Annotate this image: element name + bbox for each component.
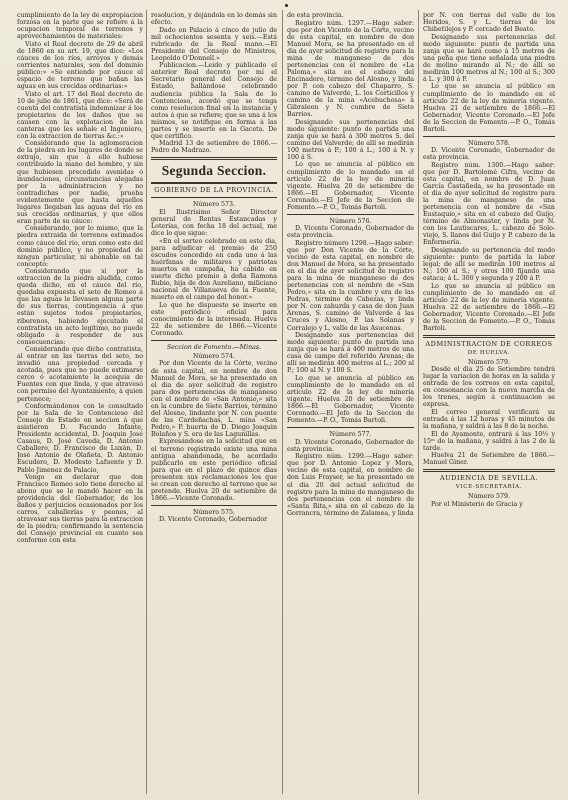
section-rule [423,469,555,472]
column-divider [418,10,419,794]
paragraph: Lo que se anuncia al público en cumplimiento de lo mandado en el artículo 22 de la ley de minería vigente. Huelva 22 de setiembre de 1866.—El Gobernador, Vicente Coronado.—El Jefe de la Seccion de Fomento.—P. O., Tomás Bartoli. [423,282,555,333]
paragraph: D. Vicente Coronado, Gobernador de esta provincia. [287,225,414,240]
paragraph: Por don Vicente de la Córte, vecino de esta capital, en nombre de don Manuel de Mora, se ha presentado en el dia de ayer solicitud de registro para dos pertenencias de manganeso con el nombre de «San Antonio,» sita en la cumbre de Siete Barrios, término del Alosno, lindante por N. con puente de las Cardeñachas, L. mina «San Pedro,» P. huerta de D. Diego Joaquin Bolaños y S. era de las Lagunillas. [151,360,277,438]
column-3 [287,12,414,794]
paragraph: Lo que se anuncia al público en cumplimiento de lo mandado en el artículo 22 de la ley de minería vigente. Huelva 21 de setiembre de 1866.—El Gobernador, Vicente Coronado.—El Jefe de la Seccion de Fomento.—P. O., Tomás Bartoli. [423,83,555,133]
paragraph: Registro número 1298.—Hago saber: que por Don Vicente de la Córte, vecino de esta capital, en nombre de don Manuel de Mora, se ha presentado en el dia de ayer solicitud de registro para la mina de manganeso de dos pertenencias con el nombre de «San Pedro,» sita en la cumbre y era de las Pedras, término de Cabezas, y linda por N. con zahurda y casa de don Juan Arenas, S. camino de Valverde á las Cruces y Alosno, P. las Solanas y Corralejo y L. valle de las Asucenas. [287,239,414,332]
paragraph: El de Ayamonte, entrará á las 10½ y 15ᵐ de la mañana, y saldrá á las 2 de la tarde. [423,430,555,452]
paragraph: Lo que se anuncia al público en cumplimiento de lo mandado en el artículo 22 de la ley de minería vigente. Huelva 20 de setiembre de 1866.—El Gobernador, Vicente Coronado.—El Jefe de la Seccion de Fomento.—P. O., Tomás Bartoli. [287,374,414,425]
paragraph: Designando sus pertenencias del modo siguiente: punto de partida una zanja que se hará como á 15 metros de una peña que tiene señalada una piedra de molino mirando al N.; de allí se medirán 100 metros al N.; 100 al S.; 300 á L. y 300 á P. [423,33,555,83]
section-subtitle: DE HUELVA. [467,349,511,356]
section-rule [287,427,414,428]
paragraph: Visto el Real decreto de 29 de abril de 1860 en su art. 19, que dice: «Los cáuces de los ríos, arroyos y demás corrientes naturales, son del dominio público:» «Se entiende por cáuce el espacio de terreno que bañan las aguas en sus crecidas ordinarias:» [17,40,143,90]
paragraph: Publicacion.—Leido y publicado el anterior Real decreto por mí el Secretario general del Consejo de Estado, hallándose celebrando audiencia pública la Sala de lo Contencioso, acordó que se tenga como resolucion final en la instancia y autos á que se refiere; que se una á los mismos, se notifique en forma á las partes y se inserte en la Gaceta. De que certifico. [151,62,277,140]
paragraph: Expresándose en la solicitud que en el terreno registrado existe una mina antigua abandonada, he acordado publicarlo en este periódico oficial para que en el plazo de quince dias presenten sus reclamaciones los que se crean con derecho al terreno que se pretende. Huelva 20 de setiembre de 1866.—Vicente Coronado. [151,438,277,502]
notice-number: Número 575. [192,508,236,516]
section-heading: Segunda Seccion. [161,162,267,178]
paragraph: El Ilustrísimo Señor Director general de Rentas Estancadas y Loterías, con fecha 18 del actual, me dice lo que sigue: [151,209,277,238]
paragraph: cumplimiento de la ley de expropiacion forzosa en la parte que se refiere á la ocupacion temporal de terrenos y aprovechamientos de materiales: [17,12,143,41]
paragraph: Vengo en declarar que don Francisco Romeo solo tiene derecho al abono que se le mandó hacer en la providencia del Gobernador, de los daños y perjuicios ocasionados por los carros, caballerías y peones, al atravesar sus tierras para la extraccion de la piedra; confirmando la sentencia del Consejo provincial en cuanto sea conforme con esta [17,474,143,545]
section-rule [287,214,414,215]
notice-number: Número 577. [329,431,372,439]
paragraph: de esta provincia. [287,12,344,19]
paragraph: «En el sorteo celebrado en este dia, para adjudicar el premio de 250 escudos concedido en cada uno á las huérfanas de militares y patriotas muertos en campaña, ha cabido en suerte dicho premio á doña Ramona Rubio, hija de don Aureliano, miliciano nacional de Villanueva de la Fuente, muerto en el campo del honor.» [151,237,277,302]
paragraph: Designando sus pertenencias del modo siguiente: punto de partida una zanja que se hará á 400 metros de una casa de campo del referido Arenas; de allí se medirán 400 metros al L.; 200 al P.; 100 al N. y 100 S. [287,332,414,375]
paragraph: Designando sus pertenencias del modo siguiente: punto de partida una zanja que se hará á 300 metros S. del camino del Valverde; de allí se medirán 100 metros á P.; 100 á L.; 100 á N. y 100 á S. [287,118,414,161]
section-rule [151,340,277,341]
paragraph: Registro núm. 1299.—Hago saber: que por D. Antonio Lopez y Mora, vecino de esta capital, en nombre de don Luis Frayser, se ha presentado en el dia 20 del actual solicitud de registro para la mina de manganeso de dos pertenencias con el nombre de «Santa Rita,» sita en el cabezo de la Gorrancra, término de Zalamea, y linda [287,453,414,517]
paragraph: resolucion, y dejándola en lo demás sin efecto. [151,12,277,27]
column-divider [146,10,147,794]
column-divider [282,10,283,794]
paragraph: por N. con tierras del valle de los Heridos, S. y L. tierras de los Chibetilejos y P. cercado del Beato. [423,12,555,34]
paragraph: Registro núm. 1300.—Hago saber: que por D. Bartolomé Cifra, vecino de esta capital, en nombre de D. Juan García Castañeda, se ha presentado en el dia de ayer solicitud de registro para la mina de manganeso de una pertenencia con el nombre de «San Eustaquio,» sita en el cabezo del Guijo, término de Almonaster, y linda por N. con los Lautiscares, L. cabezo de Solo-viejo, S. llanos del Guijo y P. cabezo de la Enfermería. [423,161,555,247]
section-rule [151,182,277,185]
notice-number: Número 574. [192,352,236,360]
notice-number: Número 579. [467,358,511,366]
section-subheading: AUDIENCIA DE SEVILLA. [439,473,539,482]
paragraph: Huelva 21 de Setiembre de 1866.—Manuel Giner. [423,452,555,467]
section-rule [151,197,277,198]
paragraph: Considerando, por lo mismo, que la piedra extraida de terrenos estimados como cáuce del río, eran como este del dominio público, y no propiedad de ningun particular, ni abonable en tal concepto: [17,225,143,268]
section-rule [151,505,277,506]
section-subtitle: VICE-SECRETARÍA. [455,483,523,490]
column-1 [17,12,143,794]
paragraph: D. Vicente Coronado, Gobernador de esta provincia. [423,147,555,162]
notice-number: Número 578. [467,139,511,147]
paragraph: D. Vicente Coronado, Gobernador [159,516,268,524]
notice-number: Número 573. [192,201,236,209]
paragraph: Madrid 13 de setiembre de 1866.—Pedro de Madrazo. [151,140,277,155]
paragraph: Conformándonos con le consultado por la Sala de lo Contencioso del Consejo de Estado en seccion á que asistieron D. Facundo Infante, Presidente accidental, D. Joaquin José Casaus, D. José Caveda, D. Antonio Caballero, D. Francisco de Luxán, D. José Antonio de Olañeta, D. Antonio Escudero, D. Modesto Lafuente y D. Pablo Jimenez de Palacio, [17,403,143,474]
section-label: Seccion de Fomento.—Minas. [166,343,262,351]
section-rule [423,136,555,137]
paragraph: Dado en Palacio á cinco de julio de mil ochocientos sesenta y seis.—Está rubricado de la Real mano.—El Presidente del Consejo de Ministros, Leopoldo O'Donnell.» [151,26,277,62]
paragraph: Designando su pertenencia del modo siguiente: punto de partida la labor legal; de allí se medirán 100 metros al N.; 100 al S.; y otros 100 fijando una estaca; á L. 300 y segunda y 200 á P. [423,247,555,283]
paragraph: Lo que he dispuesto se inserte en este periódico oficial para conocimiento de la interesada. Huelva 22 de setiembre de 1866.—Vicente Coronado. [151,301,277,337]
paragraph: Por el Ministerio de Gracia y [431,500,523,508]
section-rule [151,157,277,160]
section-rule [423,335,555,338]
notice-number: Número 579. [467,492,511,500]
section-subheading: GOBIERNO DE LA PROVINCIA. [154,186,274,195]
notice-number: Número 576. [329,217,372,225]
page-ornament-dot [285,4,288,7]
paragraph: Considerando que si por la extraccion de la piedra aludida, como queda dicho, en el cáuce del río, quedaba expuesta el seto de Romeo á que las aguas le llevasen alguna parte de sus tierras, contingencia á que están sujetos todos propietarios, riberenos, habiendo ejecutado el contratista un acto legítimo, no puede obligado á responder de sus consecuencias: [17,268,143,346]
paragraph: Registro núm. 1297.—Hago saber: que por don Vicente de la Córte, vecino de esta capital, en nombre de don Manuel Mora, se ha presentado en el dia de ayer solicitud de registro para la mina de manganeso de dos pertenencias con el nombre de «La Paloma,» sita en el cabezo del Encinadero, término del Alosno, y linda por P. con cabezo del Chaparro, S. camino de Valverde, L. los Corticillos y camino de la mina «Acebuchosa» á Gibraleon y N. cumbre de Siete Barrios. [287,19,414,119]
section-subheading: ADMINISTRACION DE CORREOS [425,339,553,348]
paragraph: Lo que se anuncia al público en cumplimiento de lo mandado en el artículo 22 de la ley de minería vigente. Huelva 20 de setiembre de 1866.—El Gobernador, Vicente Coronado.—El Jefe de la Seccion de Fomento.—P. O., Tomás Bartoli. [287,161,414,211]
column-4 [423,12,555,794]
paragraph: Considerando que dicho contratista, al entrar en las tierras del seto, no invadió una propiedad cercada y acotada, pues que no puede estimarse cerco ó acotamiento la acequia de Fuentes con que linda, y que atravesó con permiso del Ayuntamiento, á quien pertenece; [17,346,143,403]
paragraph: Visto el art. 17 del Real decreto de 10 de julio de 1861, que dice: «Será de cuenta del contratista indemnizar á los propietarios de los daños que se causen con la explotacion de las canteras que les señale el Ingeniero, con la extraccion de tierras &c.:» [17,90,143,140]
paragraph: Considerando que la aglomeracion de la piedra en los lugares de donde se extrajo, sin que á ello hubiese contribuido la mano del hombre, y sin que hubiesen precedido avenidas ó inundaciones, circunstancias alegadas por la administracion y no contradichas por nadie, prueba evidentemente que hasta aquellos lugares llegaban las aguas del río en sus crecidas ordinarias, y que ellos eran parte de su cáuce: [17,140,143,225]
column-2 [151,12,277,794]
paragraph: D. Vicente Coronado, Gobernador de esta provincia. [287,438,414,453]
paragraph: El correo general verificará su entrada á las 12 horas y 45 minutos de la mañana, y saldrá á las 8 de la noche. [423,408,555,431]
paragraph: Desde el dia 25 de Setiembre tendrá lugar la variacion de horas en la salida y entrada de los correos en esta capital, en consonancia con la nueva marcha de los trenes, según á continuacion se expresa. [423,366,555,409]
